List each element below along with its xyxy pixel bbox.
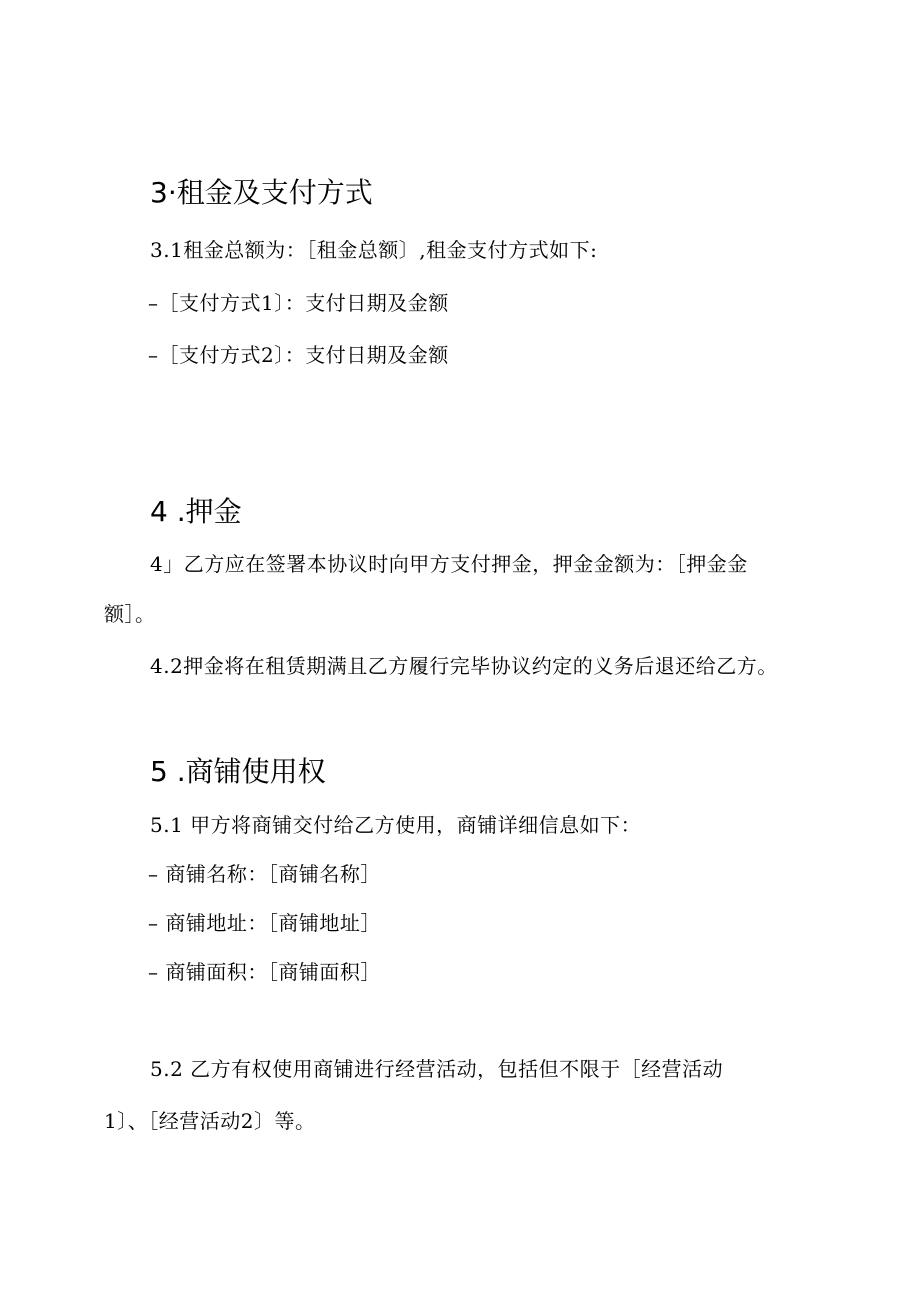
- payment-method-2-item: –［支付方式2〕：支付日期及金额: [148, 343, 449, 367]
- shop-area-item: – 商铺面积：［商铺面积］: [148, 960, 381, 984]
- section-5-2-paragraph-line-1: 5.2 乙方有权使用商铺进行经营活动，包括但不限于［经营活动: [150, 1057, 724, 1081]
- section-4-1-paragraph-line-2: 额］。: [104, 602, 156, 626]
- section-4-1-paragraph-line-1: 4」乙方应在签署本协议时向甲方支付押金，押金金额为：［押金金: [150, 552, 748, 576]
- section-3-1-paragraph: 3.1租金总额为：［租金总额〕,租金支付方式如下:: [150, 238, 598, 262]
- section-5-2-paragraph-line-2: 1〕、［经营活动2〕等。: [104, 1109, 316, 1133]
- section-4-heading: 4 .押金: [150, 495, 242, 528]
- section-5-1-paragraph: 5.1 甲方将商铺交付给乙方使用，商铺详细信息如下：: [150, 813, 642, 837]
- section-3-heading: 3·租金及支付方式: [150, 176, 373, 209]
- payment-method-1-item: –［支付方式1〕：支付日期及金额: [148, 291, 449, 315]
- section-5-heading: 5 .商铺使用权: [150, 755, 326, 788]
- section-4-2-paragraph: 4.2押金将在租赁期满且乙方履行完毕协议约定的义务后退还给乙方。: [150, 654, 778, 678]
- shop-name-item: – 商铺名称：［商铺名称］: [148, 862, 381, 886]
- shop-address-item: – 商铺地址：［商铺地址］: [148, 911, 381, 935]
